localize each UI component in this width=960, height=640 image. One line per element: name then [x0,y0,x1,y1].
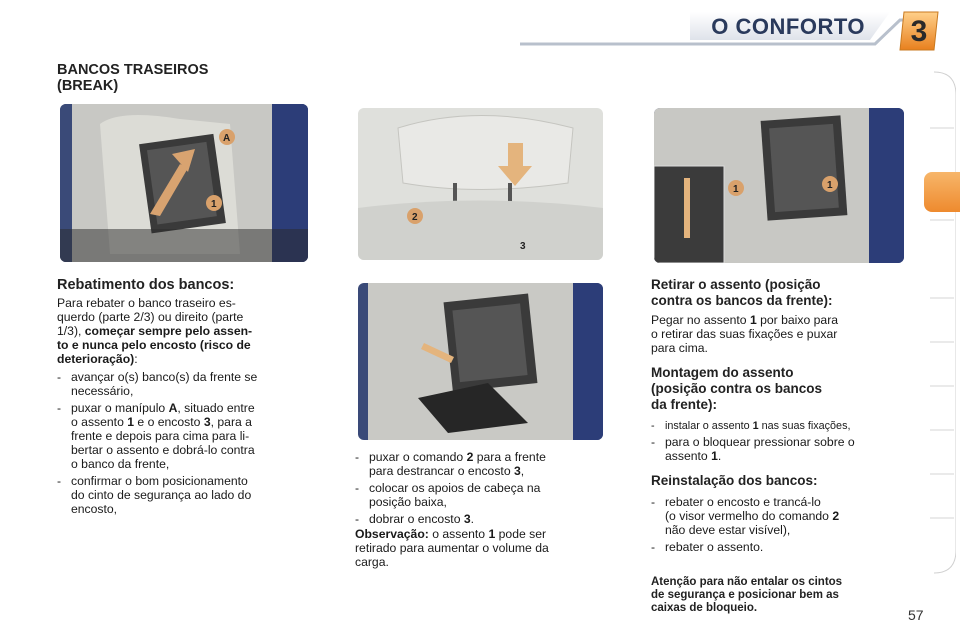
section-title-line-2: (BREAK) [57,78,119,94]
photo-seat-fold [60,104,308,262]
text: para a frente [476,450,546,464]
heading-line: contra os bancos da frente): [651,293,833,308]
paragraph-line: para cima. [651,341,708,355]
page-title: O CONFORTO [711,14,865,39]
text: , para a [210,415,252,429]
section-title-line-1: BANCOS TRASEIROS [57,62,209,78]
heading-line: Montagem do assento [651,365,794,380]
intro-colon: : [134,352,138,366]
side-tabs-frame [926,70,956,575]
heading-line: Retirar o assento (posição [651,277,821,292]
photo-seat-folded-illustration [358,283,603,440]
tab-chapter-3-active[interactable] [924,172,960,212]
text: puxar o manípulo [71,401,166,415]
heading-line: (posição contra os bancos [651,381,823,396]
ref-label: 1 [752,420,759,432]
text: . [470,512,475,526]
list-item [651,435,905,463]
ref-label: 3 [203,415,211,429]
text: dobrar o encosto [369,512,461,526]
intro-line [57,338,309,352]
ref-label: A [168,401,178,415]
photo-seat-removal [654,108,904,263]
text: nas suas fixações, [761,420,851,432]
list-item [355,481,605,509]
text: puxar o comando [369,450,464,464]
photo-label-3: 3 [520,241,526,252]
warning-line: caixas de bloqueio. [651,602,758,614]
list-item-line: bertar o assento e dobrá-lo contra [71,443,255,457]
text: pode ser [498,527,547,541]
list-item-line [71,401,309,415]
list-item-line [71,415,309,429]
list-item-line: não deve estar visível), [665,523,791,537]
list-item-line: posição baixa, [369,495,447,509]
list-item-line: - para o bloquear pressionar sobre o [665,435,855,449]
ref-label: 1 [711,449,718,463]
ref-label: 1 [749,313,757,327]
ref-label: 3 [514,464,521,478]
intro-emphasis: deterioração) [57,352,135,366]
photo-headrest-illustration [358,108,603,260]
note-line: retirado para aumentar o volume da [355,541,549,555]
ref-label: 1 [127,415,135,429]
page-header [0,0,960,60]
list-item-line: - rebater o assento. [665,540,764,554]
note-paragraph [355,527,605,569]
text: o assento [432,527,486,541]
list-item [355,512,605,526]
photo-label-1: 1 [211,199,217,210]
paragraph-line [651,313,905,327]
text: instalar o assento [665,420,750,432]
col1-body [57,296,309,516]
photo-headrest [358,108,603,260]
warning-line: Atenção para não entalar os cintos [651,576,843,588]
ref-label: 2 [832,509,840,523]
photo-label-2: 2 [412,212,418,223]
list-item-line: encosto, [71,502,118,516]
heading-retirar [651,277,905,309]
photo-label-1b: 1 [827,180,833,191]
note-label: Observação: [355,527,429,541]
intro-line: querdo (parte 2/3) ou direito (parte [57,310,244,324]
retirar-paragraph [651,313,905,355]
heading-reinstalacao: Reinstalação dos bancos: [651,473,818,488]
list-item-line [369,450,605,464]
photo-label-1a: 1 [733,184,739,195]
text: assento [665,449,708,463]
paragraph-line: o retirar das suas fixações e puxar [651,327,838,341]
intro-text: 1/3), [57,324,82,338]
text: . [717,449,722,463]
intro-paragraph [57,296,309,366]
list-item-line: necessário, [71,384,134,398]
list-item-line [369,512,605,526]
list-item-line [369,464,605,478]
ref-label: 1 [488,527,496,541]
page-number: 57 [908,607,924,623]
list-item [57,370,309,398]
text: , [520,464,525,478]
list-item [651,495,905,537]
text: para destrancar o encosto [369,464,511,478]
chapter-badge [898,8,940,54]
photo-seat-removal-illustration [654,108,904,263]
list-item-line: frente e depois para cima para li- [71,429,250,443]
heading-rebatimento: Rebatimento dos bancos: [57,277,235,293]
list-item-line [665,509,905,523]
list-item-line: - avançar o(s) banco(s) da frente se [71,370,258,384]
list-item-line: - colocar os apoios de cabeça na [369,481,541,495]
intro-emphasis: to e nunca pelo encosto (risco de [57,338,251,352]
list-item-line [665,449,905,463]
warning-note [651,576,905,615]
text: (o visor vermelho do comando [665,509,829,523]
text: , situado entre [177,401,255,415]
list-item-line: - confirmar o bom posicionamento [71,474,248,488]
heading-line: da frente): [651,397,718,412]
note-line [355,527,605,541]
list-item [651,540,905,554]
text: o assento [71,415,124,429]
note-line: carga. [355,555,389,569]
list-item-line: do cinto de segurança ao lado do [71,488,252,502]
list-item [57,474,309,516]
intro-line [57,324,309,338]
list-item [57,401,309,471]
list-item [651,419,905,433]
intro-emphasis: começar sempre pelo assen- [84,324,253,338]
warning-line: de segurança e posicionar bem as [651,589,839,601]
col2-body [355,450,605,569]
photo-label-a: A [223,133,231,144]
intro-line: Para rebater o banco traseiro es- [57,296,236,310]
text: e o encosto [137,415,201,429]
col3-body [651,277,905,615]
chapter-number: 3 [910,15,928,48]
intro-line [57,352,309,366]
photo-seat-folded [358,283,603,440]
chapter-side-tabs [926,70,956,575]
ref-label: 2 [466,450,474,464]
list-item-line: - rebater o encosto e trancá-lo [665,495,821,509]
ref-label: 3 [463,512,471,526]
text: Pegar no assento [651,313,747,327]
list-item [355,450,605,478]
text: por baixo para [760,313,839,327]
list-item-line: o banco da frente, [71,457,170,471]
list-item-line [665,419,905,433]
section-title [57,62,208,94]
photo-seat-fold-illustration [60,104,308,262]
heading-montagem [651,365,905,413]
